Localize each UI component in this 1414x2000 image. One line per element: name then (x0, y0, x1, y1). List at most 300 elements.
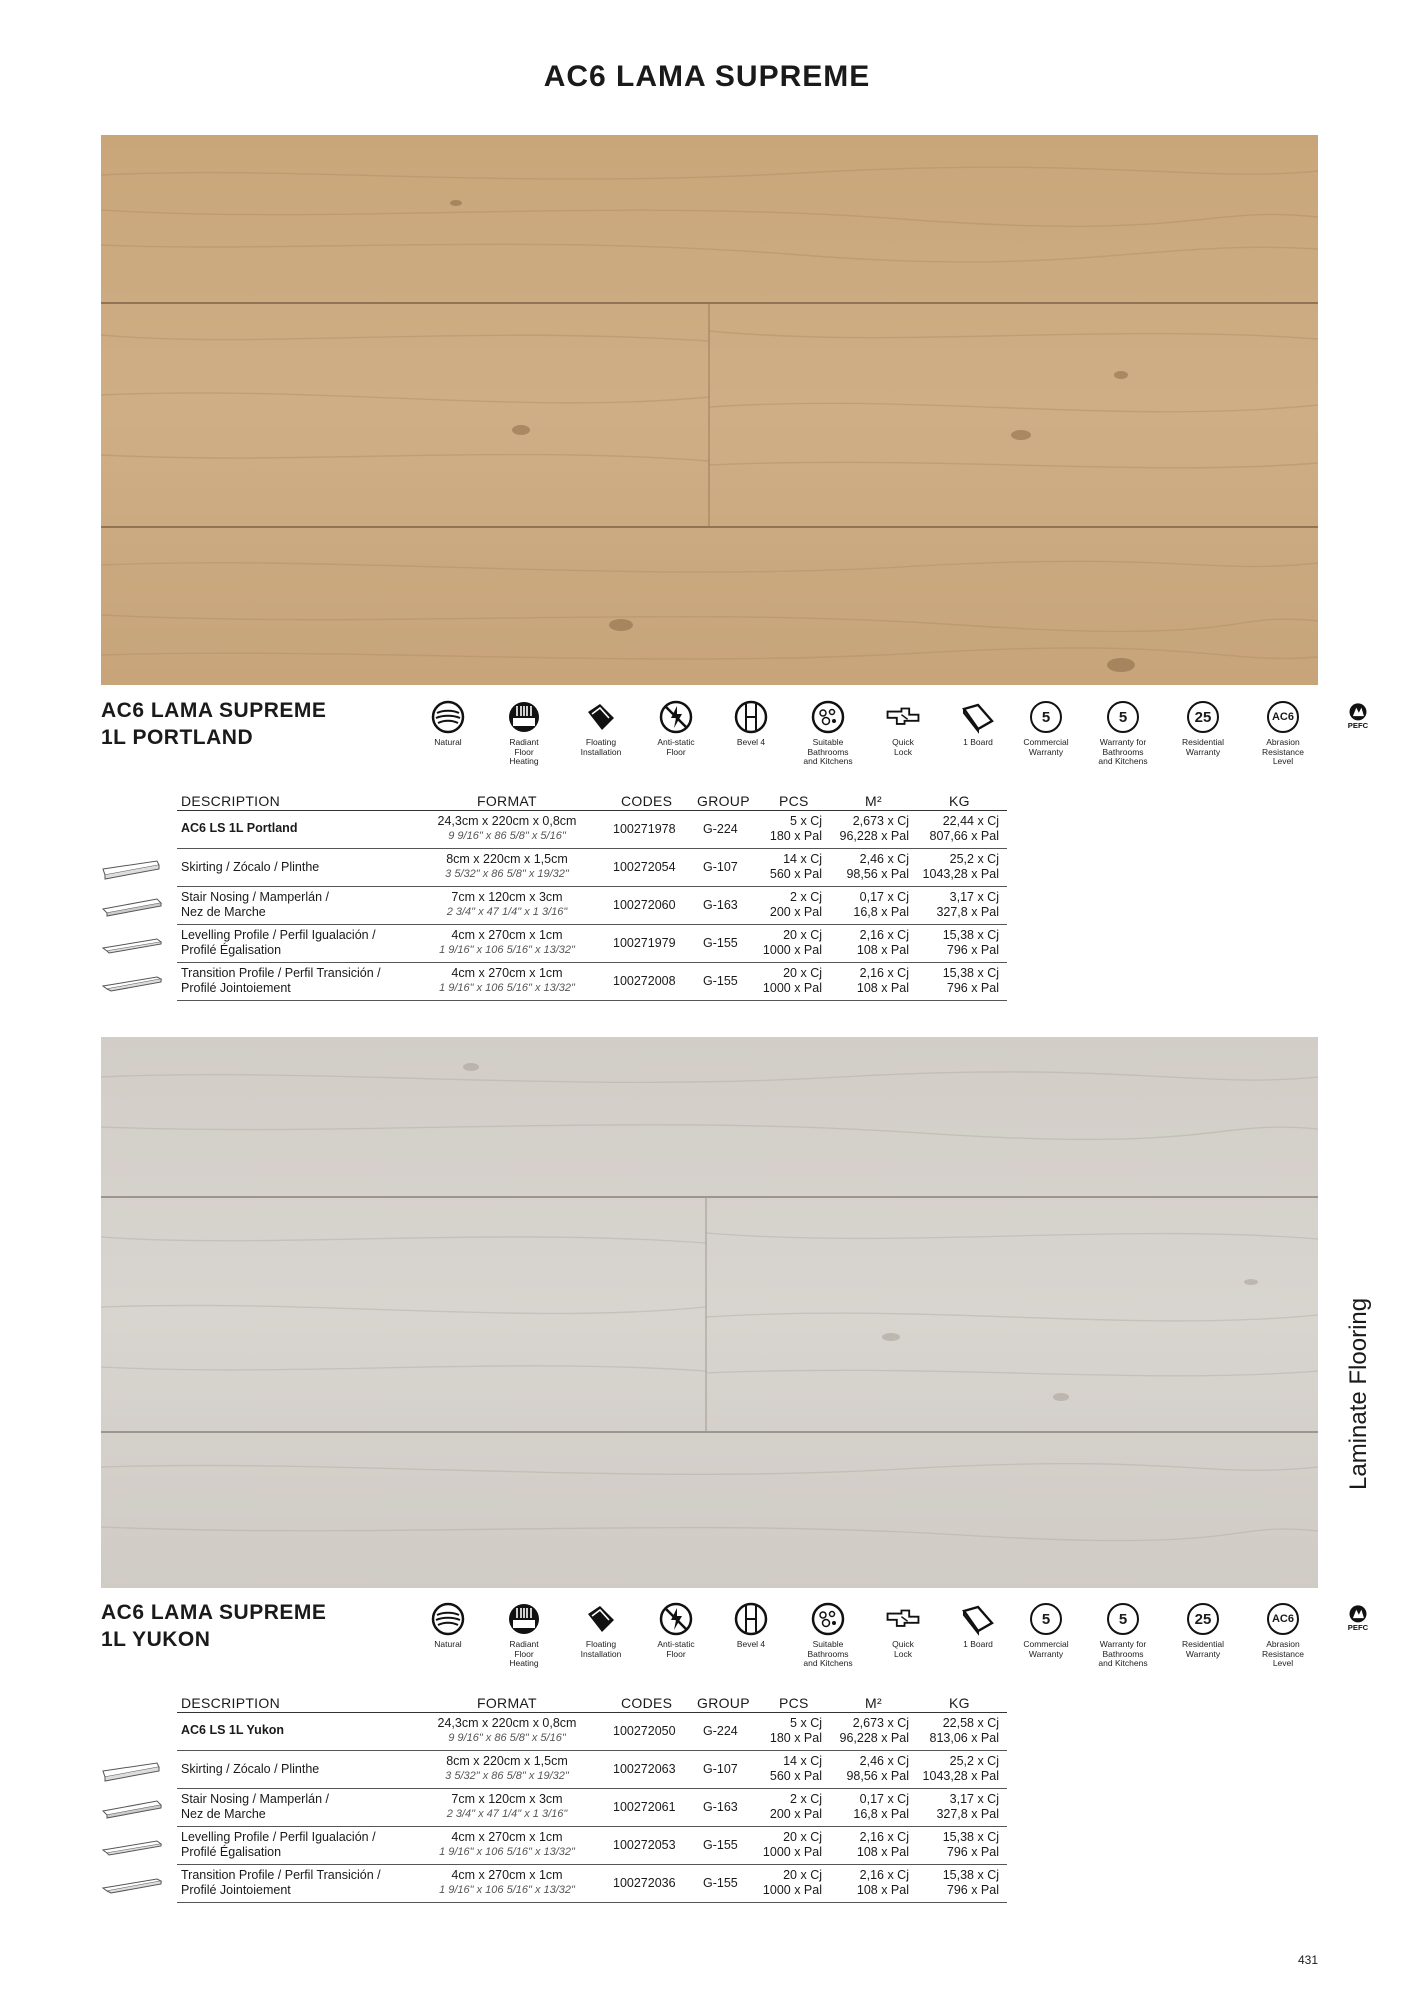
column-header-pcs: PCS (779, 793, 809, 809)
cell-pcs (752, 1792, 822, 1822)
feature-value: AC6 (1267, 1603, 1299, 1635)
floating-installation-icon (584, 1602, 618, 1636)
cell-pcs (752, 1868, 822, 1898)
cell-kg-line2: 1043,28 x Pal (922, 867, 999, 881)
feature-commercial-warranty (1008, 1602, 1084, 1659)
cell-format-line2: 9 9/16" x 86 5/8" x 5/16" (448, 1732, 566, 1744)
cell-format-line2: 3 5/32" x 86 5/8" x 19/32" (445, 1770, 569, 1782)
feature-residential-warranty (1165, 700, 1241, 757)
feature-label: Warranty for Bathrooms and Kitchens (1098, 1639, 1148, 1668)
one-board-icon (961, 1602, 995, 1636)
table-header (177, 1694, 1007, 1713)
feature-label: 1 Board (963, 737, 993, 747)
feature-bathrooms-kitchens (790, 700, 866, 767)
cell-kg-line2: 327,8 x Pal (936, 905, 999, 919)
cell-format-line1: 4cm x 270cm x 1cm (451, 1868, 563, 1882)
feature-value: 5 (1030, 701, 1062, 733)
cell-m2 (827, 1868, 909, 1898)
abrasion-resistance-icon (1266, 1602, 1300, 1636)
cell-kg-line2: 1043,28 x Pal (922, 1769, 999, 1783)
cell-m2-line2: 98,56 x Pal (846, 1769, 909, 1783)
cell-kg-line1: 15,38 x Cj (942, 966, 999, 980)
cell-m2 (827, 928, 909, 958)
profile-thumbnail (101, 1873, 163, 1897)
table-row (177, 1827, 1007, 1865)
table-row (177, 963, 1007, 1001)
product-title-portland (101, 697, 326, 751)
cell-pcs (752, 814, 822, 844)
description-line2: Nez de Marche (181, 1807, 266, 1821)
feature-radiant-floor-heating (486, 1602, 562, 1669)
cell-format-line1: 24,3cm x 220cm x 0,8cm (437, 814, 577, 828)
one-board-icon (961, 700, 995, 734)
cell-kg (915, 1754, 999, 1784)
product-title-line2: 1L YUKON (101, 1628, 211, 1651)
feature-label: Anti-static Floor (657, 737, 695, 757)
cell-group: G-107 (703, 1762, 738, 1776)
cell-format (407, 928, 607, 958)
feature-icons-yukon (410, 1602, 1369, 1682)
cell-format-line2: 2 3/4" x 47 1/4" x 1 3/16" (446, 906, 568, 918)
column-header-m2: M² (865, 793, 882, 809)
cell-kg-line1: 3,17 x Cj (949, 890, 999, 904)
section-side-label: Laminate Flooring (1345, 1297, 1372, 1490)
cell-format (407, 1830, 607, 1860)
description-line2: Profilé Jointoiement (181, 981, 291, 995)
cell-m2-line2: 96,228 x Pal (839, 829, 909, 843)
cell-pcs-line1: 14 x Cj (783, 1754, 822, 1768)
cell-group: G-155 (703, 936, 738, 950)
cell-description (181, 890, 329, 920)
feature-quick-lock (865, 700, 941, 757)
cell-pcs-line1: 20 x Cj (783, 1868, 822, 1882)
cell-kg-line2: 796 x Pal (946, 943, 999, 957)
column-header-desc: DESCRIPTION (181, 1695, 280, 1711)
feature-label: Quick Lock (892, 737, 914, 757)
portland-floor-image (101, 135, 1318, 685)
svg-text:PEFC: PEFC (1347, 1623, 1369, 1633)
cell-format (407, 814, 607, 844)
commercial-warranty-icon (1029, 1602, 1063, 1636)
cell-format (407, 890, 607, 920)
cell-group: G-107 (703, 860, 738, 874)
cell-kg-line2: 796 x Pal (946, 1883, 999, 1897)
cell-format (407, 1868, 607, 1898)
residential-warranty-icon (1186, 1602, 1220, 1636)
anti-static-floor-icon (659, 1602, 693, 1636)
feature-label: Suitable Bathrooms and Kitchens (803, 1639, 853, 1668)
cell-m2-line2: 16,8 x Pal (853, 1807, 909, 1821)
cell-format-line2: 1 9/16" x 106 5/16" x 13/32" (439, 982, 575, 994)
cell-description (181, 1868, 381, 1898)
feature-label: Anti-static Floor (657, 1639, 695, 1659)
cell-format-line2: 9 9/16" x 86 5/8" x 5/16" (448, 830, 566, 842)
cell-pcs (752, 1754, 822, 1784)
cell-kg (915, 852, 999, 882)
feature-label: Radiant Floor Heating (509, 1639, 539, 1668)
page-number: 431 (1298, 1953, 1319, 1967)
cell-pcs-line1: 14 x Cj (783, 852, 822, 866)
cell-m2-line1: 2,16 x Cj (859, 1868, 909, 1882)
cell-pcs-line2: 560 x Pal (769, 1769, 822, 1783)
cell-code: 100272050 (613, 1724, 676, 1738)
cell-m2-line1: 2,46 x Cj (859, 852, 909, 866)
cell-format-line1: 8cm x 220cm x 1,5cm (446, 852, 568, 866)
feature-pefc-logo (1320, 700, 1396, 734)
cell-pcs-line1: 2 x Cj (790, 890, 822, 904)
feature-label: Commercial Warranty (1023, 1639, 1069, 1659)
description-line1: AC6 LS 1L Portland (181, 821, 298, 835)
cell-m2-line1: 2,16 x Cj (859, 928, 909, 942)
feature-label: Abrasion Resistance Level (1261, 737, 1305, 766)
pefc-logo-icon (1341, 1602, 1375, 1636)
floating-installation-icon (584, 700, 618, 734)
cell-m2-line1: 2,16 x Cj (859, 1830, 909, 1844)
cell-group: G-155 (703, 974, 738, 988)
cell-format-line2: 2 3/4" x 47 1/4" x 1 3/16" (446, 1808, 568, 1820)
cell-kg-line1: 22,44 x Cj (942, 814, 999, 828)
feature-quick-lock (865, 1602, 941, 1659)
cell-code: 100272054 (613, 860, 676, 874)
description-line1: Skirting / Zócalo / Plinthe (181, 860, 320, 874)
bevel-4-icon (734, 1602, 768, 1636)
feature-label: Abrasion Resistance Level (1261, 1639, 1305, 1668)
cell-kg (915, 928, 999, 958)
cell-m2-line1: 2,673 x Cj (852, 1716, 909, 1730)
cell-pcs-line1: 20 x Cj (783, 966, 822, 980)
feature-residential-warranty (1165, 1602, 1241, 1659)
bathrooms-kitchens-icon (811, 700, 845, 734)
feature-label: Suitable Bathrooms and Kitchens (803, 737, 853, 766)
feature-label: Commercial Warranty (1023, 737, 1069, 757)
cell-m2 (827, 1792, 909, 1822)
natural-icon (431, 700, 465, 734)
feature-abrasion-resistance (1245, 1602, 1321, 1669)
table-row (177, 925, 1007, 963)
cell-pcs-line2: 200 x Pal (769, 1807, 822, 1821)
cell-kg (915, 966, 999, 996)
column-header-desc: DESCRIPTION (181, 793, 280, 809)
cell-description (181, 1830, 376, 1860)
cell-code: 100272060 (613, 898, 676, 912)
anti-static-floor-icon (659, 700, 693, 734)
cell-m2 (827, 1830, 909, 1860)
product-title-line1: AC6 LAMA SUPREME (101, 699, 327, 722)
description-line2: Profilé Égalisation (181, 1845, 282, 1859)
bathroom-warranty-icon (1106, 1602, 1140, 1636)
cell-pcs-line2: 1000 x Pal (762, 981, 822, 995)
feature-label: Warranty for Bathrooms and Kitchens (1098, 737, 1148, 766)
feature-radiant-floor-heating (486, 700, 562, 767)
feature-value: 25 (1187, 701, 1219, 733)
cell-kg (915, 814, 999, 844)
feature-anti-static-floor (638, 700, 714, 757)
cell-pcs (752, 890, 822, 920)
cell-kg-line1: 25,2 x Cj (949, 852, 999, 866)
cell-kg-line2: 327,8 x Pal (936, 1807, 999, 1821)
column-header-fmt: FORMAT (477, 1695, 537, 1711)
feature-bathroom-warranty (1085, 700, 1161, 767)
cell-kg-line1: 22,58 x Cj (942, 1716, 999, 1730)
cell-format (407, 1792, 607, 1822)
cell-format-line2: 1 9/16" x 106 5/16" x 13/32" (439, 1884, 575, 1896)
cell-description (181, 1723, 284, 1738)
feature-one-board (940, 1602, 1016, 1650)
cell-code: 100272053 (613, 1838, 676, 1852)
feature-label: Residential Warranty (1181, 737, 1225, 757)
column-header-m2: M² (865, 1695, 882, 1711)
profile-thumbnail (101, 933, 163, 957)
cell-group: G-163 (703, 1800, 738, 1814)
quick-lock-icon (886, 1602, 920, 1636)
cell-kg-line1: 15,38 x Cj (942, 1868, 999, 1882)
feature-label: Bevel 4 (736, 737, 766, 747)
feature-anti-static-floor (638, 1602, 714, 1659)
cell-group: G-155 (703, 1838, 738, 1852)
column-header-kg: KG (949, 793, 970, 809)
cell-format (407, 966, 607, 996)
product-title-yukon (101, 1599, 326, 1653)
cell-kg-line1: 25,2 x Cj (949, 1754, 999, 1768)
feature-label: Radiant Floor Heating (509, 737, 539, 766)
feature-value: AC6 (1267, 701, 1299, 733)
cell-m2 (827, 852, 909, 882)
cell-code: 100271979 (613, 936, 676, 950)
cell-format-line2: 1 9/16" x 106 5/16" x 13/32" (439, 1846, 575, 1858)
cell-code: 100272008 (613, 974, 676, 988)
feature-bevel-4 (713, 1602, 789, 1650)
description-line1: Transition Profile / Perfil Transición / (181, 1868, 381, 1882)
cell-m2-line1: 2,46 x Cj (859, 1754, 909, 1768)
feature-label: Quick Lock (892, 1639, 914, 1659)
cell-format-line2: 3 5/32" x 86 5/8" x 19/32" (445, 868, 569, 880)
cell-format-line2: 1 9/16" x 106 5/16" x 13/32" (439, 944, 575, 956)
abrasion-resistance-icon (1266, 700, 1300, 734)
cell-format-line1: 7cm x 120cm x 3cm (451, 890, 563, 904)
table-row (177, 887, 1007, 925)
commercial-warranty-icon (1029, 700, 1063, 734)
cell-code: 100271978 (613, 822, 676, 836)
cell-pcs-line2: 180 x Pal (769, 829, 822, 843)
cell-m2-line2: 108 x Pal (856, 981, 909, 995)
yukon-floor-image (101, 1037, 1318, 1588)
feature-icons-portland (410, 700, 1369, 780)
cell-pcs-line2: 560 x Pal (769, 867, 822, 881)
description-line1: Transition Profile / Perfil Transición / (181, 966, 381, 980)
spec-table-portland (101, 792, 1007, 1001)
cell-pcs (752, 852, 822, 882)
bathrooms-kitchens-icon (811, 1602, 845, 1636)
feature-floating-installation (563, 700, 639, 757)
feature-bathrooms-kitchens (790, 1602, 866, 1669)
cell-format (407, 852, 607, 882)
feature-label: Floating Installation (580, 1639, 622, 1659)
profile-thumbnail (101, 971, 163, 995)
cell-kg-line1: 15,38 x Cj (942, 1830, 999, 1844)
description-line2: Profilé Jointoiement (181, 1883, 291, 1897)
radiant-floor-heating-icon (507, 1602, 541, 1636)
table-header (177, 792, 1007, 811)
cell-m2 (827, 814, 909, 844)
description-line2: Nez de Marche (181, 905, 266, 919)
cell-description (181, 966, 381, 996)
feature-value: 5 (1107, 1603, 1139, 1635)
cell-pcs (752, 966, 822, 996)
feature-bevel-4 (713, 700, 789, 748)
table-row (177, 1751, 1007, 1789)
table-row (177, 1865, 1007, 1903)
cell-format (407, 1754, 607, 1784)
cell-m2-line2: 96,228 x Pal (839, 1731, 909, 1745)
table-row (177, 811, 1007, 849)
cell-format-line1: 4cm x 270cm x 1cm (451, 966, 563, 980)
feature-label: Bevel 4 (736, 1639, 766, 1649)
cell-kg-line2: 796 x Pal (946, 981, 999, 995)
cell-kg (915, 1716, 999, 1746)
cell-format-line1: 8cm x 220cm x 1,5cm (446, 1754, 568, 1768)
feature-label: Natural (434, 1639, 462, 1649)
product-title-line2: 1L PORTLAND (101, 726, 254, 749)
cell-pcs-line2: 1000 x Pal (762, 943, 822, 957)
natural-icon (431, 1602, 465, 1636)
feature-label: Natural (434, 737, 462, 747)
cell-pcs (752, 1716, 822, 1746)
cell-pcs (752, 1830, 822, 1860)
column-header-group: GROUP (697, 793, 750, 809)
cell-pcs-line2: 200 x Pal (769, 905, 822, 919)
radiant-floor-heating-icon (507, 700, 541, 734)
cell-kg (915, 1868, 999, 1898)
feature-label: Residential Warranty (1181, 1639, 1225, 1659)
cell-m2-line1: 2,673 x Cj (852, 814, 909, 828)
residential-warranty-icon (1186, 700, 1220, 734)
cell-kg (915, 890, 999, 920)
cell-format-line1: 4cm x 270cm x 1cm (451, 1830, 563, 1844)
cell-m2-line2: 16,8 x Pal (853, 905, 909, 919)
description-line1: Stair Nosing / Mamperlán / (181, 1792, 329, 1806)
cell-kg-line2: 807,66 x Pal (929, 829, 999, 843)
cell-m2 (827, 966, 909, 996)
column-header-group: GROUP (697, 1695, 750, 1711)
description-line1: Levelling Profile / Perfil Igualación / (181, 928, 376, 942)
cell-format-line1: 24,3cm x 220cm x 0,8cm (437, 1716, 577, 1730)
column-header-kg: KG (949, 1695, 970, 1711)
column-header-pcs: PCS (779, 1695, 809, 1711)
spec-table-yukon (101, 1694, 1007, 1903)
cell-m2-line2: 108 x Pal (856, 1883, 909, 1897)
feature-abrasion-resistance (1245, 700, 1321, 767)
feature-label: Floating Installation (580, 737, 622, 757)
profile-thumbnail (101, 1759, 163, 1783)
cell-pcs-line1: 20 x Cj (783, 928, 822, 942)
cell-pcs-line2: 1000 x Pal (762, 1845, 822, 1859)
cell-m2 (827, 1754, 909, 1784)
cell-description (181, 821, 297, 836)
cell-group: G-155 (703, 1876, 738, 1890)
column-header-codes: CODES (621, 1695, 673, 1711)
cell-pcs-line1: 5 x Cj (790, 1716, 822, 1730)
quick-lock-icon (886, 700, 920, 734)
cell-description (181, 860, 319, 875)
cell-kg (915, 1792, 999, 1822)
cell-format (407, 1716, 607, 1746)
description-line1: Stair Nosing / Mamperlán / (181, 890, 329, 904)
cell-pcs (752, 928, 822, 958)
feature-floating-installation (563, 1602, 639, 1659)
page-title: AC6 LAMA SUPREME (543, 60, 871, 93)
cell-m2 (827, 890, 909, 920)
profile-thumbnail (101, 857, 163, 881)
column-header-codes: CODES (621, 793, 673, 809)
cell-pcs-line1: 2 x Cj (790, 1792, 822, 1806)
cell-pcs-line2: 180 x Pal (769, 1731, 822, 1745)
cell-description (181, 928, 376, 958)
cell-kg-line2: 796 x Pal (946, 1845, 999, 1859)
column-header-fmt: FORMAT (477, 793, 537, 809)
bevel-4-icon (734, 700, 768, 734)
description-line1: Levelling Profile / Perfil Igualación / (181, 1830, 376, 1844)
table-row (177, 1713, 1007, 1751)
feature-value: 5 (1107, 701, 1139, 733)
profile-thumbnail (101, 1797, 163, 1821)
description-line1: Skirting / Zócalo / Plinthe (181, 1762, 320, 1776)
cell-group: G-224 (703, 1724, 738, 1738)
cell-m2-line1: 0,17 x Cj (859, 1792, 909, 1806)
feature-label: 1 Board (963, 1639, 993, 1649)
profile-thumbnail (101, 1835, 163, 1859)
cell-description (181, 1762, 319, 1777)
profile-thumbnail (101, 895, 163, 919)
cell-code: 100272061 (613, 1800, 676, 1814)
feature-value: 5 (1030, 1603, 1062, 1635)
feature-one-board (940, 700, 1016, 748)
cell-pcs-line1: 20 x Cj (783, 1830, 822, 1844)
feature-commercial-warranty (1008, 700, 1084, 757)
cell-kg (915, 1830, 999, 1860)
cell-group: G-163 (703, 898, 738, 912)
description-line1: AC6 LS 1L Yukon (181, 1723, 285, 1737)
cell-pcs-line1: 5 x Cj (790, 814, 822, 828)
feature-value: 25 (1187, 1603, 1219, 1635)
cell-kg-line2: 813,06 x Pal (929, 1731, 999, 1745)
cell-description (181, 1792, 329, 1822)
product-title-line1: AC6 LAMA SUPREME (101, 1601, 327, 1624)
table-row (177, 1789, 1007, 1827)
cell-format-line1: 4cm x 270cm x 1cm (451, 928, 563, 942)
cell-m2 (827, 1716, 909, 1746)
cell-m2-line2: 98,56 x Pal (846, 867, 909, 881)
cell-m2-line2: 108 x Pal (856, 1845, 909, 1859)
cell-m2-line1: 2,16 x Cj (859, 966, 909, 980)
cell-group: G-224 (703, 822, 738, 836)
bathroom-warranty-icon (1106, 700, 1140, 734)
cell-format-line1: 7cm x 120cm x 3cm (451, 1792, 563, 1806)
cell-code: 100272036 (613, 1876, 676, 1890)
feature-bathroom-warranty (1085, 1602, 1161, 1669)
feature-natural (410, 700, 486, 748)
cell-kg-line1: 3,17 x Cj (949, 1792, 999, 1806)
description-line2: Profilé Égalisation (181, 943, 282, 957)
table-row (177, 849, 1007, 887)
cell-m2-line1: 0,17 x Cj (859, 890, 909, 904)
cell-pcs-line2: 1000 x Pal (762, 1883, 822, 1897)
pefc-logo-icon (1341, 700, 1375, 734)
cell-code: 100272063 (613, 1762, 676, 1776)
cell-m2-line2: 108 x Pal (856, 943, 909, 957)
svg-text:PEFC: PEFC (1347, 721, 1369, 731)
feature-natural (410, 1602, 486, 1650)
feature-pefc-logo (1320, 1602, 1396, 1636)
